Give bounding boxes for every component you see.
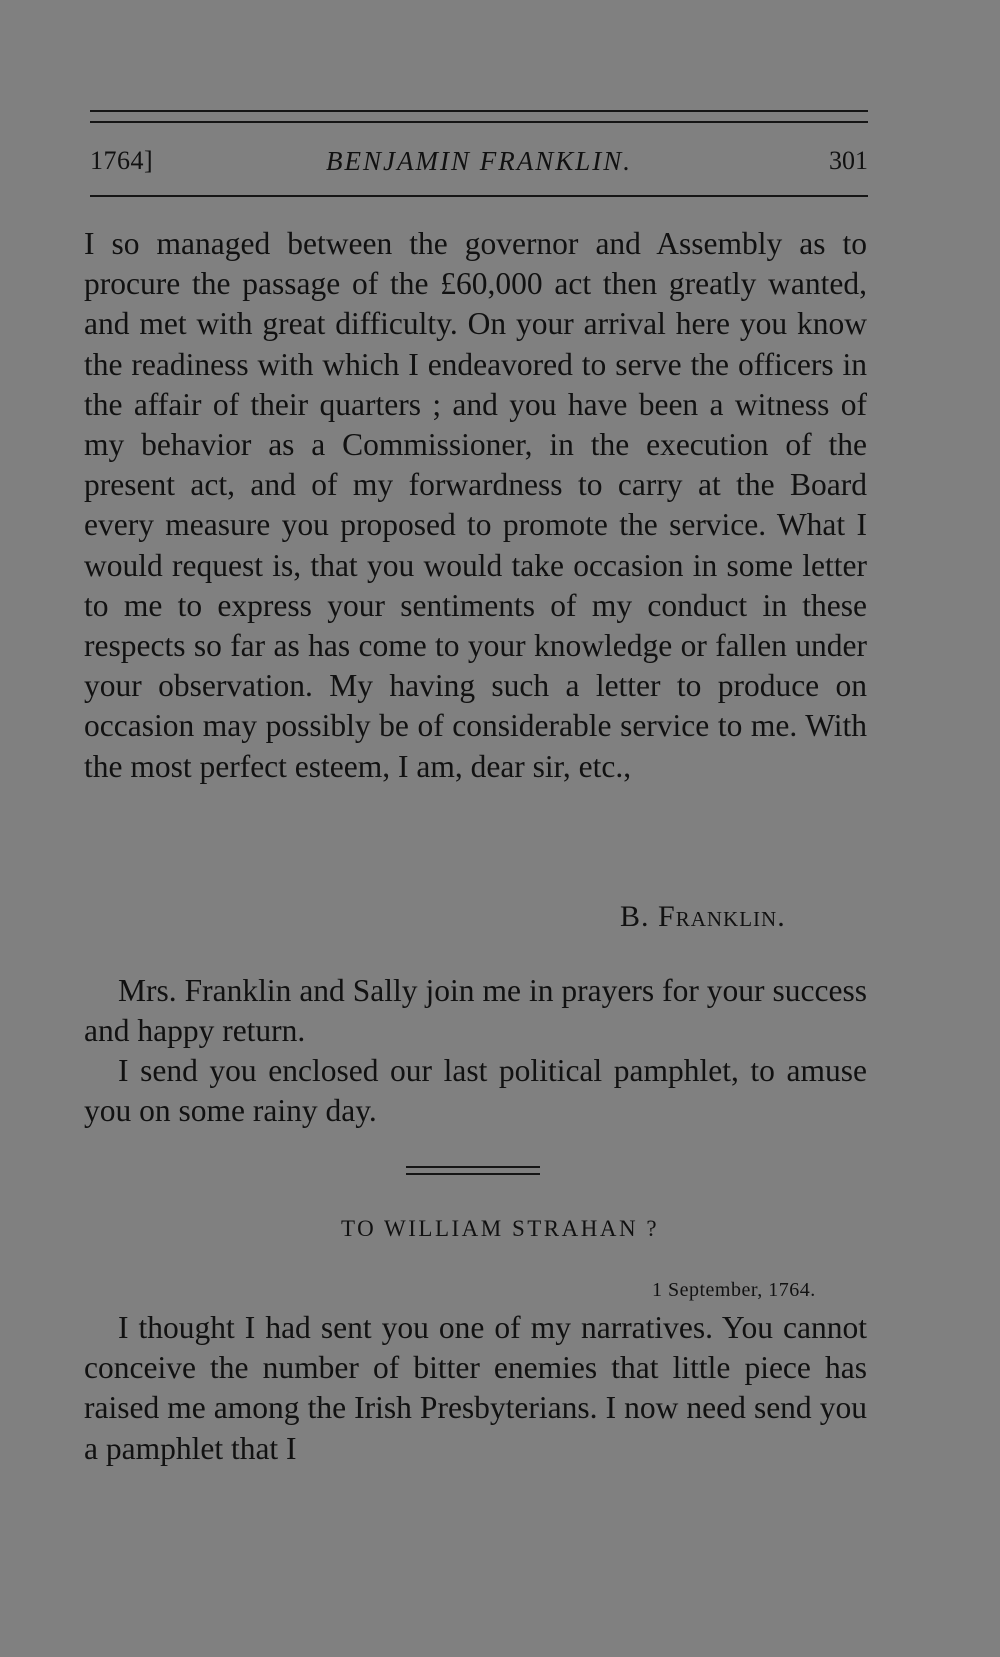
letter-2-body-paragraph (84, 1308, 867, 1469)
running-head (90, 146, 868, 186)
top-rule-inner (90, 121, 868, 123)
top-rule (90, 110, 868, 112)
postscript-text-1: Mrs. Franklin and Sally join me in prayers for your success and happy return. (84, 973, 867, 1049)
letter-heading: TO WILLIAM STRAHAN ? (340, 1216, 660, 1241)
section-divider-lower (406, 1173, 540, 1175)
letter-body-text: I so managed between the governor and Assembly as to procure the passage of the £60,000 act then greatly wanted, and met with great difficulty. On your arrival here you know the readiness with which I endeavored to serve the officers in the affair of their quarters ; and you have been a witness of my behavior as a Commissioner, in the execution of the present act, and of my forwardness to carry at the Board every measure you proposed to promote the service. What I would request is, that you would take occasion in some letter to me to express your sentiments of my conduct in these respects so far as has come to your knowledge or fallen under your observation. My having such a letter to produce on occasion may possibly be of considerable service to me. With the most perfect esteem, I am, dear sir, etc., (84, 226, 867, 784)
postscript-paragraph-2 (84, 1051, 867, 1131)
running-head-year: 1764] (90, 146, 154, 175)
running-head-title: BENJAMIN FRANKLIN. (326, 146, 632, 176)
signature (620, 900, 786, 934)
postscript-text-2: I send you enclosed our last political pamphlet, to amuse you on some rainy day. (84, 1053, 867, 1129)
page-number: 301 (829, 146, 868, 175)
letter-body-paragraph (84, 224, 867, 787)
section-divider (406, 1166, 540, 1168)
signature-name: Franklin. (658, 900, 786, 933)
letter-2-body-text: I thought I had sent you one of my narratives. You cannot conceive the number of bitter enemies that little piece has raised me among the Irish Presbyterians. I now need send you a pamphlet that I (84, 1310, 867, 1466)
letter-date: 1 September, 1764. (652, 1279, 816, 1301)
postscript-paragraph-1 (84, 971, 867, 1051)
signature-initial: B. (620, 900, 650, 933)
header-rule (90, 195, 868, 197)
